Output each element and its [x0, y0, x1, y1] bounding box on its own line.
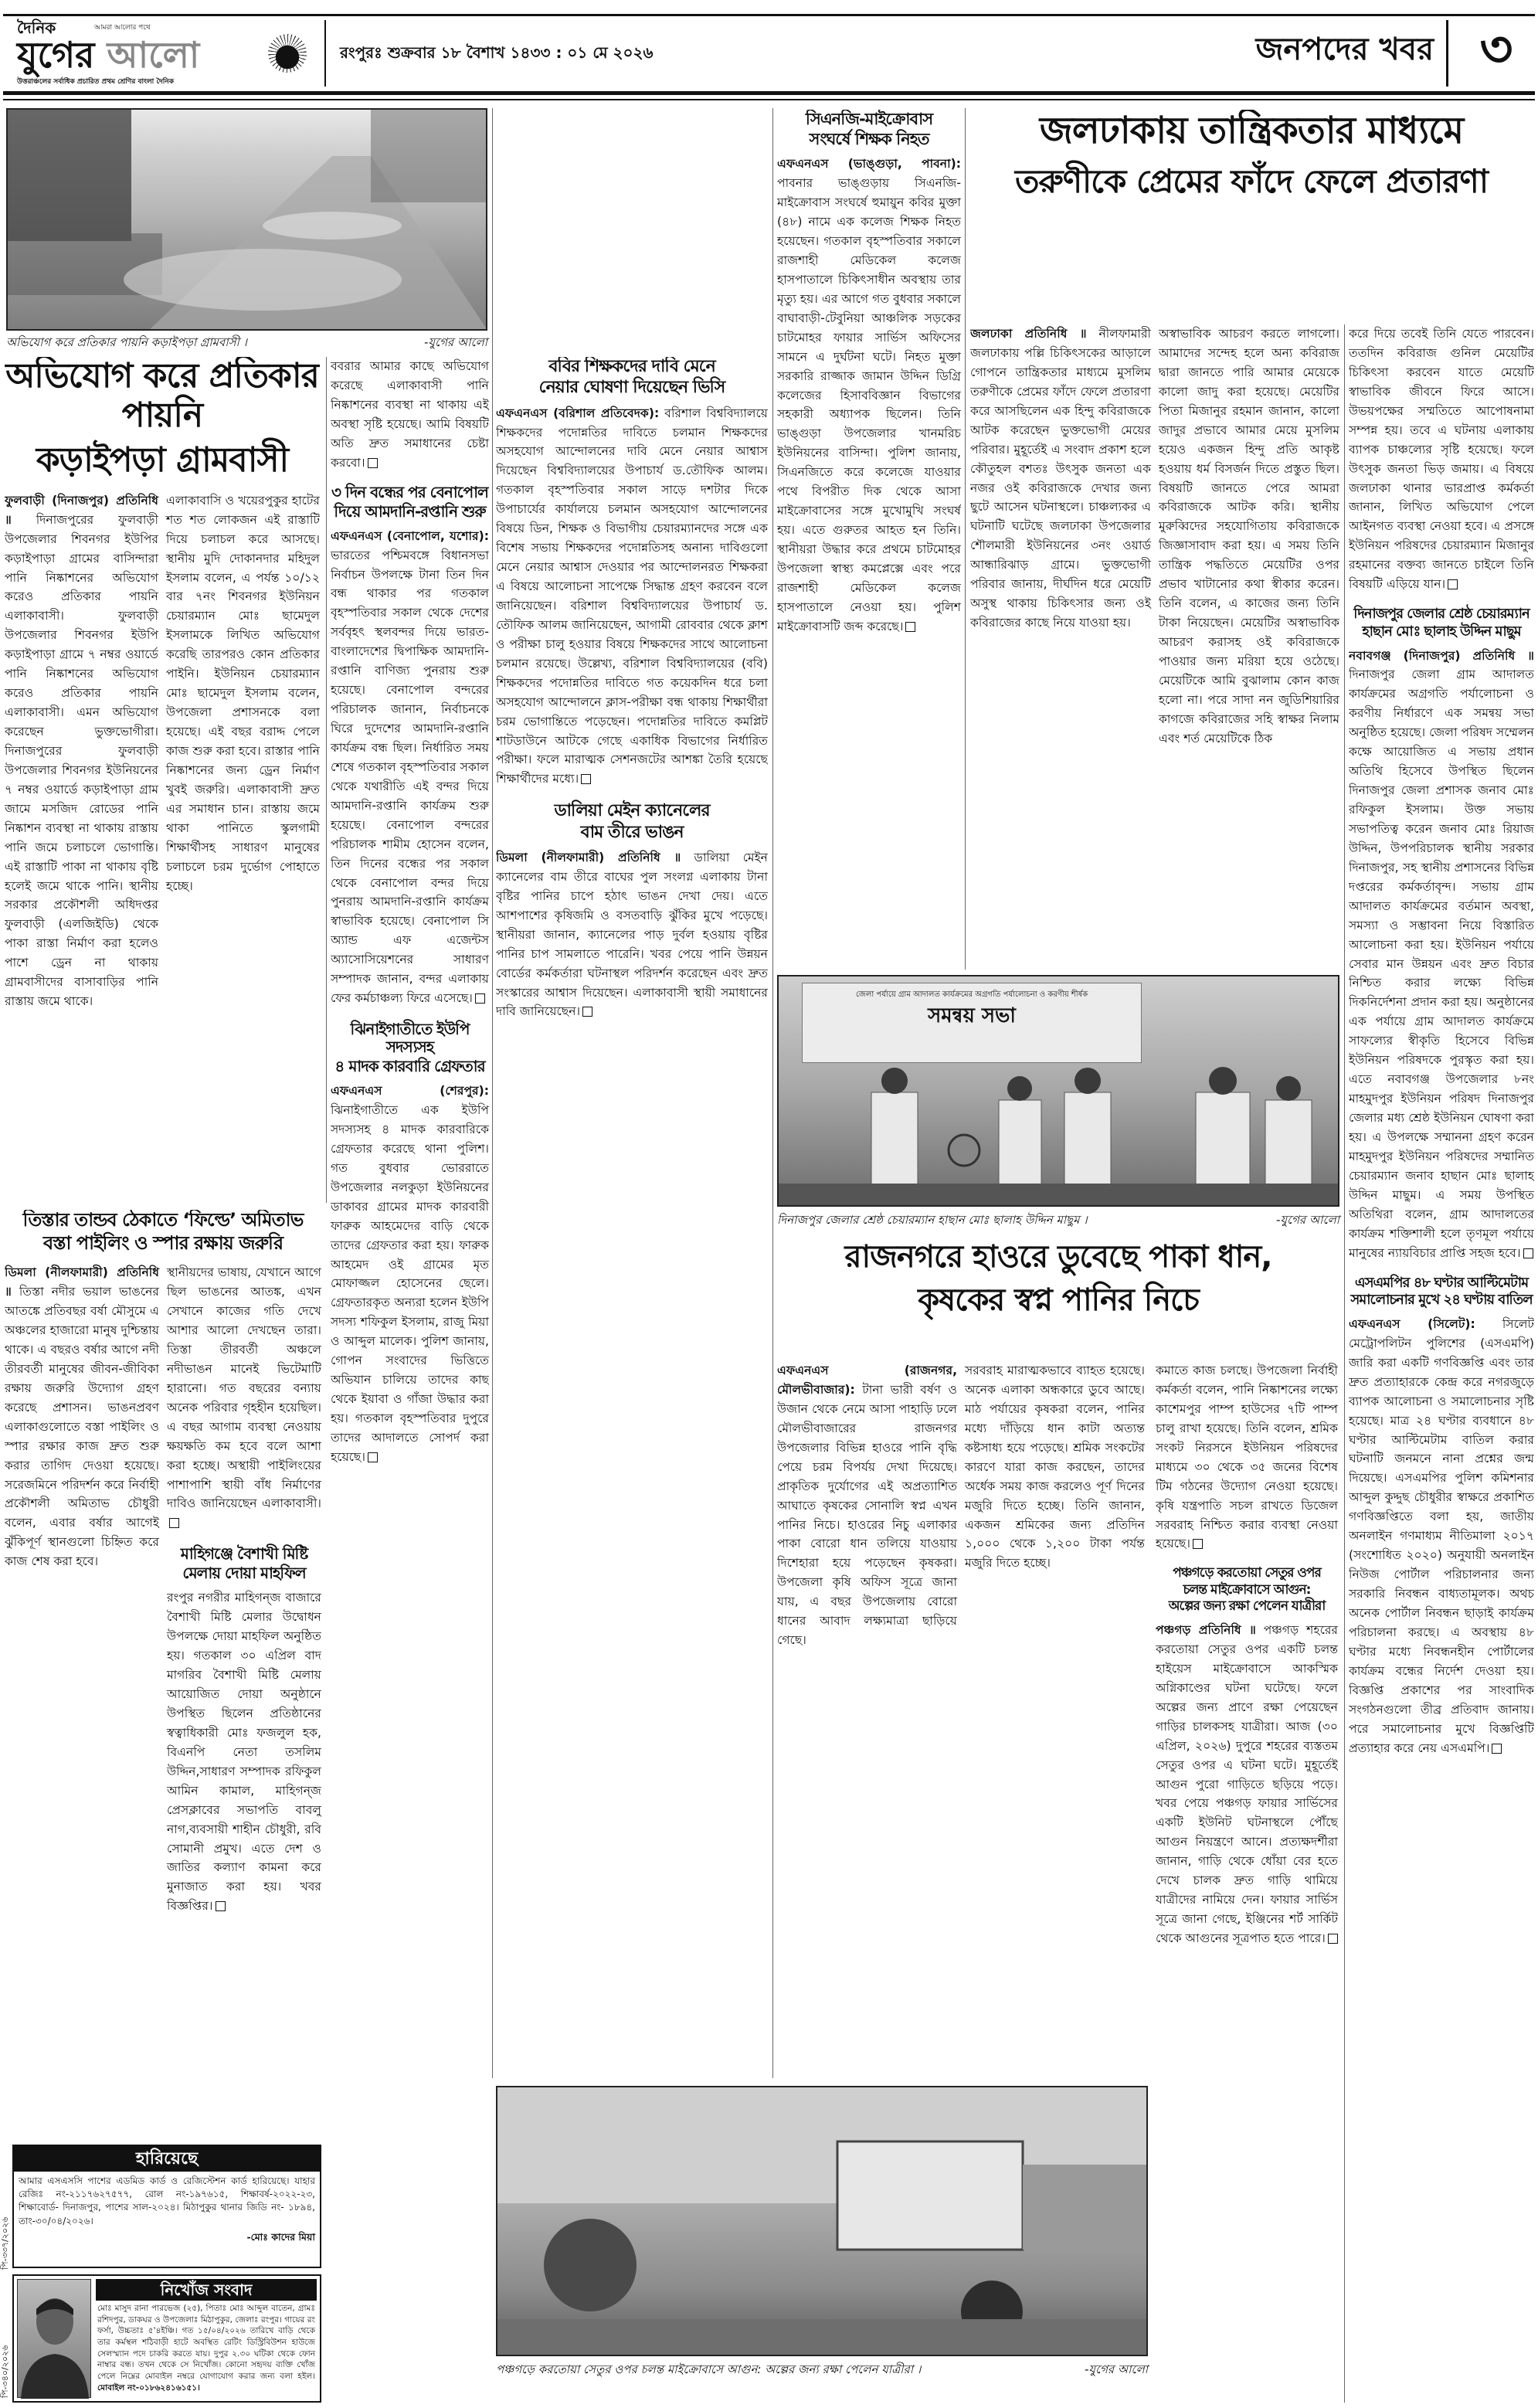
headline-panchagarh-3: অল্পের জন্য রক্ষা পেলেন যাত্রীরা — [1168, 1598, 1326, 1615]
logo-mini-text: আমরা আলোর পথে — [94, 24, 151, 32]
page-number-divider — [1446, 20, 1448, 87]
issue-dateline: রংপুরঃ শুক্রবার ১৮ বৈশাখ ১৪৩৩ : ০১ মে ২০২৬ — [340, 43, 654, 62]
smp-column — [1349, 1315, 1534, 1758]
smp-body: সিলেট মেট্রোপলিটন পুলিশের (এসএমপি) জারি করা একটি গণবিজ্ঞপ্তি এবং তার দ্রুত প্রত্যাহারকে কেন্দ্র করে নগরজুড়ে ব্যাপক আলোচনা ও সমালোচনার সৃষ্টি হয়েছে। মাত্র ২৪ ঘণ্টার ব্যবধানে ৪৮ ঘণ্টার আল্টিমেটাম বাতিল করার ঘটনাটি জনমনে নানা প্রশ্নের জন্ম দিয়েছে। এসএমপির পুলিশ কমিশনার আব্দুল কুদ্দুছ চৌধুরীর স্বাক্ষরে প্রকাশিত গণবিজ্ঞপ্তিতে বলা হয়, জাতীয় অনলাইন গণমাধ্যম নীতিমালা ২০১৭ (সংশোধিত ২০২০) অনুযায়ী অনলাইন নিউজ পোর্টাল পরিচালনার জন্য সরকারি নিবন্ধন বাধ্যতামূলক। অথচ অনেক পোর্টাল নিবন্ধন ছাড়াই কার্যক্রম পরিচালনা করছে। এ অবস্থায় ৪৮ ঘণ্টার মধ্যে নিবন্ধনহীন পোর্টালের কার্যক্রম বন্ধের নির্দেশ দেওয়া হয়। বিজ্ঞপ্তি প্রকাশের পর সাংবাদিক সংগঠনগুলো তীব্র প্রতিবাদ জানায়। পরে সমালোচনার মুখে বিজ্ঞপ্তিটি প্রত্যাহার করে নেয় এসএমপি। — [1349, 1316, 1534, 1755]
headline-mahiganj-2: মেলায় দোয়া মাহফিল — [182, 1564, 306, 1583]
end-mark-icon — [368, 1452, 378, 1462]
panchagarh-caption-line — [496, 2362, 1148, 2378]
logo-tagline: উত্তরাঞ্চলের সর্বাধিক প্রচারিত প্রথম শ্রেণির বাংলা দৈনিক — [17, 78, 175, 86]
cng-body: পাবনার ভাঙ্গুড়ায় সিএনজি- মাইক্রোবাস সংঘর্ষে হুমায়ুন কবির মুক্তা (৪৮) নামে এক কলেজ শিক্ষক নিহত হয়েছেন। গতকাল বৃহস্পতিবার সকালে রাজশাহী মেডিকেল কলেজ হাসপাতালে চিকিৎসাধীন অবস্থায় তার মৃত্যু হয়। এর আগে গত বুধবার সকালে বাঘাবাড়ী-টেবুনিয়া আঞ্চলিক সড়কের চাটমোহর ফায়ার সার্ভিস অফিসের সামনে এ দুর্ঘটনা ঘটে। নিহত মুক্তা সরকারি রাজ্জাক জামান উদ্দিন ডিগ্রি কলেজের হিসাববিজ্ঞান বিভাগের সহকারী অধ্যাপক ছিলেন। তিনি ভাঙ্গুড়া উপজেলার খানমরিচ ইউনিয়নের বাসিন্দা। পুলিশ জানায়, সিএনজিতে করে কলেজে যাওয়ার পথে বিপরীত দিক থেকে আসা মাইক্রোবাসের সঙ্গে মুখোমুখি সংঘর্ষ হয়। এতে গুরুতর আহত হন তিনি। স্থানীয়রা উদ্ধার করে প্রথমে চাটমোহর উপজেলা স্বাস্থ্য কমপ্লেক্সে এবং পরে রাজশাহী মেডিকেল কলেজ হাসপাতালে নেওয়া হয়। পুলিশ মাইক্রোবাসটি জব্দ করেছে। — [777, 176, 961, 633]
jaldhaka-column-1 — [970, 324, 1151, 633]
logo-main-text — [17, 34, 200, 76]
person-silhouette-icon — [18, 2280, 92, 2399]
missing-notice-title: নিখোঁজ সংবাদ — [96, 2279, 317, 2301]
event-banner — [802, 983, 1142, 1063]
dinajpur-photo-credit: -যুগের আলো — [1276, 1213, 1339, 1227]
cng-story — [777, 110, 961, 967]
headline-smp-1: এসএমপির ৪৮ ঘণ্টার আল্টিমেটাম — [1354, 1274, 1529, 1291]
mahiganj-column — [167, 1588, 321, 1916]
headline-jaldhaka-2: তরুণীকে প্রেমের ফাঁদে ফেলে প্রতারণা — [1014, 162, 1489, 201]
jaldhaka-body-3: করে দিয়ে তবেই তিনি যেতে পারবেন। ততদিন কবিরাজ গুনিল মেয়েটির চিকিৎসা করবেন যাতে মেয়েটি স্বাভাবিক জীবনে ফিরে আসে। উভয়পক্ষের সম্মতিতে আপোষনামা সম্পন্ন হয়। তবে এ ঘটনায় এলাকায় ব্যাপক চাঞ্চল্যের সৃষ্টি হয়েছে। ফলে উৎসুক জনতা ভিড় জমায়। এ বিষয়ে জলঢাকা থানার ভারপ্রাপ্ত কর্মকর্তা জানান, লিখিত অভিযোগ পেলে আইনগত ব্যবস্থা নেওয়া হবে। এ প্রসঙ্গে ইউনিয়ন পরিষদের চেয়ারম্যান মিজানুর রহমানের বক্তব্য জানতে চাইলে তিনি বিষয়টি এড়িয়ে যান। — [1349, 327, 1534, 592]
lost-notice-ad — [12, 2145, 321, 2268]
karaipara-columns — [5, 491, 320, 1011]
end-mark-icon — [475, 993, 485, 1004]
ad-code-missing: পি-৩৪০/২০২৬ — [0, 2345, 10, 2398]
end-mark-icon — [1523, 1248, 1533, 1258]
karaipara-story — [5, 357, 320, 1199]
karaipara-body-1: দিনাজপুরের ফুলবাড়ী উপজেলার শিবনগর ইউপির কড়াইপাড়া গ্রামের বাসিন্দারা পানি নিষ্কাশনের অভিযোগ করেও প্রতিকার পায়নি এলাকাবাসী। ফুলবাড়ী উপজেলার শিবনগর ইউপি কড়াইপাড়া গ্রামে ৭ নম্বর ওয়ার্ডে পানি নিষ্কাশনের অভিযোগ করেও প্রতিকার পায়নি এলাকাবাসী। এমন অভিযোগ করেছেন ভুক্তভোগীরা। দিনাজপুরের ফুলবাড়ী উপজেলার শিবনগর ইউনিয়নের ৭ নম্বর ওয়ার্ডে কড়াইপাড়া গ্রাম জামে মসজিদ রোডের পানি নিষ্কাশন ব্যবস্থা না থাকায় রাস্তায় পানি জমে চলাচলে ভোগান্তি। এই রাস্তাটি পাকা না থাকায় বৃষ্টি হলেই জমে থাকে পানি। স্থানীয় সরকার প্রকৌশলী অধিদপ্তর ফুলবাড়ী (এলজিইডি) থেকে পাকা রাস্তা নির্মাণ করা হলেও পাশে ড্রেন না থাকায় গ্রামবাসীদের বাসাবাড়ির পানি রাস্তায় জমে থাকে। — [5, 512, 158, 1009]
ad-code-lost: পি-৩৩৭/২০২৬ — [0, 2216, 10, 2270]
dalia-column — [496, 848, 768, 1021]
event-banner-title: সমন্বয় সভা — [928, 1004, 1016, 1027]
teesta-body-1: তিস্তা নদীর ভয়াল ভাঙনের আতঙ্কে প্রতিবছর বর্ষা মৌসুমে এ অঞ্চলের হাজারো মানুষ দুশ্চিন্তায় থাকে। এ বছরও বর্ষার আগে নদী তীরবর্তী মানুষের জীবন-জীবিকা রক্ষায় জরুরি উদ্যোগ গ্রহণ করেছে প্রশাসন। ভাঙনপ্রবণ এলাকাগুলোতে বস্তা পাইলিং ও স্পার রক্ষার কাজ দ্রুত শুরু করার তাগিদ দেওয়া হয়েছে। সরেজমিনে পরিদর্শন করে নির্বাহী প্রকৌশলী অমিতাভ চৌধুরী বলেন, এবার বর্ষার আগেই ঝুঁকিপূর্ণ স্থানগুলো চিহ্নিত করে কাজ শেষ করা হবে। — [5, 1285, 159, 1569]
bridge-scene-illustration — [497, 2087, 1148, 2356]
dinajpur-body: দিনাজপুর জেলা গ্রাম আদালত কার্যক্রমের অগ্রগতি পর্যালোচনা ও করণীয় নির্ধারণে এক সমন্বয় সভা অনুষ্ঠিত হয়েছে। জেলা পরিষদ সম্মেলন কক্ষে আয়োজিত এ সভায় প্রধান অতিথি হিসেবে উপস্থিত ছিলেন দিনাজপুর জেলা প্রশাসক জনাব মোঃ রফিকুল ইসলাম। উক্ত সভায় সভাপতিত্ব করেন জনাব মোঃ রিয়াজ উদ্দিন, উপপরিচালক স্থানীয় সরকার দিনাজপুর, সহ স্থানীয় প্রশাসনের বিভিন্ন দপ্তরের কর্মকর্তাবৃন্দ। সভায় গ্রাম আদালত কার্যক্রমের বর্তমান অবস্থা, সমস্যা ও সম্ভাবনা নিয়ে বিস্তারিত আলোচনা করা হয়। ইউনিয়ন পর্যায়ে সেবার মান উন্নয়ন এবং দ্রুত বিচার নিশ্চিত করার লক্ষ্যে বিভিন্ন দিকনির্দেশনা প্রদান করা হয়। অনুষ্ঠানের এক পর্যায়ে গ্রাম আদালত কার্যক্রমে সাফল্যের স্বীকৃতি হিসেবে বিভিন্ন ইউনিয়ন পরিষদকে পুরস্কৃত করা হয়। এতে নবাবগঞ্জ উপজেলার ৮নং মাহমুদপুর ইউনিয়ন পরিষদ দিনাজপুর জেলার মধ্য শ্রেষ্ঠ ইউনিয়ন ঘোষণা করা হয়। এ উপলক্ষে সম্মাননা গ্রহণ করেন মাহমুদপুর ইউনিয়ন পরিষদের সম্মানিত চেয়ারম্যান জনাব হাছান মোঃ ছালাহ উদ্দিন মাছুম। এ সময় উপস্থিত অতিথিরা বলেন, গ্রাম আদালতের কার্যক্রম শক্তিশালী হলে তৃণমূল পর্যায়ে মানুষের ন্যায়বিচার প্রাপ্তি সহজ হবে। — [1349, 667, 1534, 1260]
jhenaigati-dateline: এফএনএস (শেরপুর): — [331, 1084, 489, 1099]
jaldhaka-dateline: জলঢাকা প্রতিনিধি ॥ — [970, 327, 1087, 341]
newspaper-logo — [9, 19, 318, 90]
microbus-fire-photo — [496, 2086, 1148, 2356]
headline-dalia-2: বাম তীরে ভাঙন — [580, 822, 684, 842]
lost-notice-body: আমার এসএসসি পাশের এডমিড কার্ড ও রেজিস্টেশন কার্ড হারিয়েছে। যাহার রেজিঃ নং-২১১৭৬২৭৫৭৭, রোল নং-১৯৭৬১৫, শিক্ষাবর্ষ-২০২২-২৩, শিক্ষাবোর্ড- দিনাজপুর, পাশের সাল-২০২৪। মিঠাপুকুর থানার জিডি নং- ১৮৯৪, তাং-৩০/০৪/২০২৬। — [19, 2175, 315, 2226]
rajnagar-headline-block — [776, 1239, 1341, 1355]
end-mark-icon — [1448, 579, 1458, 589]
headline-karaipara-2: কড়াইপড়া গ্রামবাসী — [36, 440, 289, 481]
column-divider — [1344, 324, 1345, 2403]
panchagarh-photo-caption: পঞ্চগড়ে করতোয়া সেতুর ওপর চলন্ত মাইক্রোবাসে আগুন: অল্পের জন্য রক্ষা পেলেন যাত্রীরা । — [496, 2362, 922, 2376]
jhenaigati-column — [331, 1082, 489, 1467]
teesta-story — [5, 1210, 321, 2137]
road-photo-illustration — [8, 110, 487, 331]
event-banner-subtitle: জেলা পর্যায়ে গ্রাম আদালত কার্যক্রমের অগ্রগতি পর্যালোচনা ও করণীয় শীর্ষক — [855, 990, 1088, 999]
headline-benapole-2: দিয়ে আমদানি-রপ্তানি শুরু — [334, 501, 486, 521]
dalia-body: ডালিয়া মেইন ক্যানেলের বাম তীরে বাঘের পুল সংলগ্ন এলাকায় টানা বৃষ্টির পানির চাপে হঠাৎ ভাঙন দেখা দেয়। এতে আশপাশের কৃষিজমি ও বসতবাড়ি ঝুঁকির মুখে পড়েছে। স্থানীয়রা জানান, ক্যানেলের পাড় দুর্বল হওয়ায় বৃষ্টির পানির চাপ সামলাতে পারেনি। খবর পেয়ে পানি উন্নয়ন বোর্ডের কর্মকর্তারা ঘটনাস্থল পরিদর্শন করেছেন এবং দ্রুত সংস্কারের আশ্বাস দিয়েছেন। এলাকাবাসী স্থায়ী সমাধানের দাবি জানিয়েছেন। — [496, 850, 768, 1019]
top-rule — [3, 14, 1535, 16]
dinajpur-dateline: নবাবগঞ্জ (দিনাজপুর) প্রতিনিধি ॥ — [1349, 648, 1534, 663]
bobi-column — [496, 404, 768, 790]
headline-dalia-1: ডালিয়া মেইন ক্যানেলের — [554, 801, 710, 821]
bobi-dateline: এফএনএস (বরিশাল প্রতিবেদক): — [496, 406, 660, 420]
logo-main-light: আলো — [107, 34, 200, 76]
rajnagar-body-block — [777, 1361, 1145, 2080]
end-mark-icon — [581, 774, 591, 784]
page-number: ৩ — [1479, 19, 1513, 79]
right-column-stack — [1349, 324, 1534, 2404]
rajnagar-body-2: সরবরাহ মারাত্মকভাবে ব্যাহত হয়েছে। অনেক এলাকা অন্ধকারে ডুবে আছে। মাঠ পর্যায়ের কৃষকরা বলেন, পানির মধ্যে দাঁড়িয়ে ধান কাটা অত্যন্ত কষ্টসাধ্য হয়ে পড়েছে। শ্রমিক সংকটের কারণে যারা কাজ করছেন, তাদের অর্ধেক সময় কাজ করলেও পূর্ণ দিনের মজুরি দিতে হচ্ছে। তিনি জানান, একজন শ্রমিকের জন্য প্রতিদিন ১,০০০ থেকে ১,২০০ টাকা পর্যন্ত মজুরি দিতে হচ্ছে। — [965, 1364, 1145, 1571]
missing-notice-ad — [12, 2274, 321, 2403]
column-divider — [772, 108, 773, 2078]
end-mark-icon — [1193, 1539, 1203, 1549]
headline-bobi-2: নেয়ার ঘোষণা দিয়েছেন ভিসি — [538, 378, 725, 398]
teesta-column-2 — [167, 1263, 321, 1533]
benapole-dateline: এফএনএস (বেনাপোল, যশোর): — [331, 528, 489, 543]
section-title: জনপদের খবর — [1255, 31, 1434, 67]
rajnagar-panchagarh-stack — [1156, 1361, 1338, 2080]
jaldhaka-body-2: অস্বাভাবিক আচরণ করতে লাগলো। আমাদের সন্দেহ হলে অন্য কবিরাজ দ্বারা জানতে পারি আমার মেয়েকে কালো জাদু করা হয়েছে। মেয়েটির পিতা মিজানুর রহমান জানান, কালো জাদুর প্রভাবে আমার মেয়ে মুসলিম হয়েও একজন হিন্দু প্রতি আকৃষ্ট হওয়ায় ধর্ম বিসর্জন দিতে প্রস্তুত ছিল। বিষয়টি জানতে পেরে আমরা কবিরাজকে আটক করি। স্থানীয় মুরুব্বিদের সহযোগিতায় কবিরাজকে জিজ্ঞাসাবাদ করা হয়। এ সময় তিনি তান্ত্রিক পদ্ধতিতে মেয়েটির ওপর প্রভাব খাটানোর কথা স্বীকার করেন। তিনি বলেন, এ কাজের জন্য তিনি টাকা নিয়েছেন। মেয়েটির অস্বাভাবিক আচরণ করাসহ ওই কবিরাজকে পাওয়ার জন্য মরিয়া হয়ে ওঠেছে। মেয়েটিকে আমি বুঝালাম কোন কাজ হলো না। পরে সাদা নন জুডিশিয়ারির কাগজে কবিরাজের সহি স্বাক্ষর নিলাম এবং শর্ত মেয়েটিকে ঠিক — [1159, 327, 1339, 745]
jaldhaka-column-2 — [1159, 324, 1339, 749]
headline-mahiganj-1: মাহিগঞ্জে বৈশাখী মিষ্টি — [180, 1544, 308, 1564]
cng-column — [777, 155, 961, 636]
rajnagar-dateline: এফএনএস (রাজনগর, মৌলভীবাজার): — [777, 1364, 957, 1397]
karaipara-column-3 — [331, 357, 489, 473]
end-mark-icon — [216, 1901, 226, 1911]
rajnagar-column-2 — [965, 1361, 1145, 1573]
end-mark-icon — [169, 1518, 179, 1528]
panchagarh-body: পঞ্চগড় শহরের করতোয়া সেতুর ওপর একটি চলন্ত হাইয়েস মাইক্রোবাসে আকস্মিক অগ্নিকাণ্ডের ঘটনা ঘটেছে। ফলে অল্পের জন্য প্রাণে রক্ষা পেয়েছেন গাড়ির চালকসহ যাত্রীরা। আজ (৩০ এপ্রিল, ২০২৬) দুপুরে শহরের ব্যস্ততম সেতুর ওপর এ ঘটনা ঘটে। মুহূর্তেই আগুন পুরো গাড়িতে ছড়িয়ে পড়ে। খবর পেয়ে পঞ্চগড় ফায়ার সার্ভিসের একটি ইউনিট ঘটনাস্থলে পৌঁছে আগুন নিয়ন্ত্রণে আনে। প্রত্যক্ষদর্শীরা জানান, গাড়ি থেকে ধোঁয়া বের হতে দেখে চালক দ্রুত গাড়ি থামিয়ে যাত্রীদের নামিয়ে দেন। ফায়ার সার্ভিস সূত্রে জানা গেছে, ইঞ্জিনের শর্ট সার্কিট থেকে আগুনের সূত্রপাত হতে পারে। — [1156, 1623, 1338, 1946]
missing-person-photo — [17, 2279, 91, 2398]
headline-jaldhaka-1: জলঢাকায় তান্ত্রিকতার মাধ্যমে — [1039, 110, 1464, 152]
headline-bobi-1: ববির শিক্ষকদের দাবি মেনে — [548, 357, 715, 376]
missing-notice-content — [96, 2279, 317, 2398]
teesta-columns — [5, 1263, 321, 1916]
missing-notice-text: মোঃ মাসুদ রানা পারভেজ (২৫), পিতাঃ মোঃ আব্দুল বাতেন, গ্রামঃ রশিদপুর, ডাকঘর ও উপজেলাঃ মিঠাপুকুর, জেলাঃ রংপুর। গায়ের রং ফর্সা, উচ্চতাঃ ৫'৪ইঞ্চি। গত ১৫/০৪/২০২৬ তারিখে বাড়ি থেকে তার কর্মস্থল শঠিবাড়ী হাটে অবস্থিত রেটিং ডিস্ট্রিবিউশন হাউজে সেলস্ম্যান পদে চাকরি করতে যায়। দুপুর ২.৩০ ঘটিকা থেকে ফোন নাম্বার বন্ধ। তখন থেকে সে নিখোঁজ। কোনো সহৃদয় ব্যক্তি খোঁজ পেলে নিম্নের মোবাইল নম্বরে যোগাযোগ করার জন্য বলা হইল। — [97, 2304, 315, 2382]
masthead-bottom-rule — [3, 91, 1535, 95]
photo-credit: -যুগের আলো — [424, 335, 487, 349]
panchagarh-dateline: পঞ্চগড় প্রতিনিধি ॥ — [1156, 1623, 1256, 1638]
panchagarh-column — [1156, 1621, 1338, 1948]
headline-teesta-2: বস্তা পাইলিং ও স্পার রক্ষায় জরুরি — [42, 1231, 283, 1254]
rajnagar-columns — [777, 1361, 1145, 1650]
logo-main-dark: যুগের — [17, 34, 95, 76]
rajnagar-column-1 — [777, 1361, 957, 1650]
cng-dateline: এফএনএস (ভাঙ্গুড়া, পাবনা): — [777, 157, 961, 172]
headline-jhenaigati-2: ৪ মাদক কারবারি গ্রেফতার — [334, 1057, 485, 1076]
masthead-divider — [324, 20, 326, 87]
headline-panchagarh-1: পঞ্চগড়ে করতোয়া সেতুর ওপর — [1173, 1565, 1321, 1581]
end-mark-icon — [1328, 1934, 1338, 1944]
jaldhaka-body-1: নীলফামারী জলঢাকায় পল্লি চিকিৎসকের আড়ালে গোপনে তান্ত্রিকতার মাধ্যমে মুসলিম তরুণীকে প্রেমের ফাঁদে ফেলে প্রতারণা করে আসছিলেন এক হিন্দু কবিরাজকে আটক করেছেন ভুক্তভোগী মেয়ের পরিবার। মুহূর্তেই এ সংবাদ প্রকাশ হলে কৌতুহল বশতঃ উৎসুক জনতা এক নজর ওই কবিরাজকে দেখার জন্য ছুটে আসেন ঘটনাস্থলে। চাঞ্চল্যকর এ ঘটনাটি ঘটেছে জলঢাকা উপজেলার শৌলমারী ইউনিয়নের ৩নং ওয়ার্ড আন্ধারিঝাড় গ্রামে। ভুক্তভোগী পরিবার জানায়, দীর্ঘদিন ধরে মেয়েটি অসুস্থ থাকায় চিকিৎসার জন্য ওই কবিরাজের কাছে নিয়ে যাওয়া হয়। — [970, 327, 1151, 630]
end-mark-icon — [368, 458, 378, 468]
headline-rajnagar-2: কৃষকের স্বপ্ন পানির নিচে — [918, 1282, 1199, 1318]
dinajpur-photo-caption: দিনাজপুর জেলার শ্রেষ্ঠ চেয়ারম্যান হাছান মোঃ ছালাহ উদ্দিন মাছুম । — [777, 1213, 1088, 1227]
mahiganj-body: রংপুর নগরীর মাহিগন্জ বাজারে বৈশাখী মিষ্টি মেলার উদ্বোধন উপলক্ষে দোয়া মাহফিল অনুষ্ঠিত হয়। গতকাল ৩০ এপ্রিল বাদ মাগরিব বৈশাখী মিষ্টি মেলায় আয়োজিত দোয়া অনুষ্ঠানে উপস্থিত ছিলেন প্রতিষ্ঠানের স্বত্বাধিকারী মোঃ ফজলুল হক, বিএনপি নেতা তসলিম উদ্দিন,সাধারণ সম্পাদক রফিকুল আমিন কামাল, মাহিগন্জ প্রেসক্লাবের সভাপতি বাবলু নাগ,ব্যবসায়ী শাহীন চৌধুরী, রবি সোমানী প্রমুখ। এতে দেশ ও জাতির কল্যাণ কামনা করে মুনাজাত করা হয়। খবর বিজ্ঞপ্তির। — [167, 1591, 321, 1914]
karaipara-body-3: ববরার আমার কাছে অভিযোগ করেছে এলাকাবাসী পানি নিষ্কাশনের ব্যবস্থা না থাকায় এই অবস্থা সৃষ্টি হয়েছে। আমি বিষয়টি অতি দ্রুত সমাধানের চেষ্টা করবো। — [331, 359, 489, 470]
missing-notice-mobile: মোবাইল নং-০১৮৬২৪১৬১৫১। — [97, 2383, 200, 2393]
panchagarh-photo-credit: -যুগের আলো — [1085, 2362, 1148, 2376]
road-waterlogging-photo — [6, 108, 487, 331]
headline-rajnagar-1: রাজনগরে হাওরে ডুবেছে পাকা ধান, — [844, 1239, 1272, 1275]
teesta-column-2-stack — [167, 1263, 321, 1916]
center-column-stack — [496, 357, 768, 2080]
column-divider — [492, 108, 493, 2078]
jaldhaka-column-3 — [1349, 324, 1534, 594]
jaldhaka-headline-block — [969, 110, 1534, 318]
bobi-body: বরিশাল বিশ্ববিদ্যালয়ে শিক্ষকদের পদোন্নতির দাবিতে চলমান শিক্ষকদের অসহযোগ আন্দোলনের দাবি মেনে নেয়ার আশ্বাস দিয়েছেন বিশ্ববিদ্যালয়ের উপাচার্য ড.তৌফিক আলম। গতকাল বৃহস্পতিবার সকাল সাড়ে দশটার দিকে উপাচার্যের কার্যালয়ে চলমান অসহযোগ আন্দোলনের বিষয়ে ডিন, শিক্ষক ও বিভাগীয় চেয়ারম্যানদের সঙ্গে এক বিশেষ সভায় শিক্ষকদের পদোন্নতিসহ অনান্য দাবিগুলো মেনে নেয়ার আশ্বাস দেওয়ার পর আন্দোলনরত শিক্ষকরা এ বিষয়ে আলোচনা সাপেক্ষে সিদ্ধান্ত গ্রহণ করবেন বলে জানিয়েছেন। বরিশাল বিশ্ববিদ্যালয়ের উপাচার্য ড. তৌফিক আলম জানিয়েছেন, আগামী রোববার থেকে ক্লাশ ও পরীক্ষা চালু হওয়ার বিষয়ে শিক্ষকদের সাথে আলোচনা চলমান রয়েছে। উল্লেখ্য, বরিশাল বিশ্ববিদ্যালয়ের (ববি) শিক্ষকদের পদোন্নতির দাবিতে গত কয়েকদিন ধরে চলা অসহযোগ আন্দোলনে ক্লাস-পরীক্ষা বন্ধ থাকায় শিক্ষার্থীরা চরম ভোগান্তিতে পড়েছেন। পদোন্নতির দাবিতে কমপ্লিট শাটডাউনে আটকে গেছে একাধিক বিভাগের নির্ধারিত পরীক্ষা। ফলে মারাত্মক সেশনজটের আশঙ্কা তৈরি হয়েছে শিক্ষার্থীদের মধ্যে। — [496, 406, 768, 786]
headline-dinajpur-1: দিনাজপুর জেলার শ্রেষ্ঠ চেয়ারম্যান — [1353, 606, 1530, 623]
jaldhaka-columns — [970, 324, 1339, 749]
karaipara-caption-line — [6, 335, 487, 351]
column-divider — [326, 357, 327, 1203]
award-ceremony-photo — [777, 975, 1339, 1207]
dalia-dateline: ডিমলা (নীলফামারী) প্রতিনিধি ॥ — [496, 850, 681, 864]
masthead-bottom-rule-thin — [3, 99, 1535, 100]
dinajpur-column — [1349, 647, 1534, 1263]
teesta-column-1 — [5, 1263, 159, 1571]
end-mark-icon — [1492, 1744, 1502, 1754]
left-col3-stack — [331, 357, 489, 2404]
headline-karaipara-1: অভিযোগ করে প্রতিকার পায়নি — [5, 357, 319, 435]
karaipara-column-2 — [166, 491, 320, 896]
lost-notice-signature: -মোঃ কাদের মিয়া — [246, 2231, 315, 2243]
rajnagar-body-1: টানা ভারী বর্ষণ ও উজান থেকে নেমে আসা পাহাড়ি ঢলে মৌলভীবাজারের রাজনগর উপজেলার বিভিন্ন হাওরে পানি বৃদ্ধি পেয়ে চরম বিপর্যয় দেখা দিয়েছে। প্রাকৃতিক দুর্যোগের এই অপ্রত্যাশিত আঘাতে কৃষকের সোনালি স্বপ্ন এখন পানির নিচে। হাওরের নিচু এলাকার পাকা বোরো ধান তলিয়ে যাওয়ায় দিশেহারা হয়ে পড়েছেন কৃষকরা। উপজেলা কৃষি অফিস সূত্রে জানা যায়, এ বছর উপজেলায় বোরো ধানের আবাদ লক্ষ্যমাত্রা ছাড়িয়ে গেছে। — [777, 1382, 957, 1648]
headline-dinajpur-2: হাছান মোঃ ছালাহ উদ্দিন মাছুম — [1362, 623, 1521, 640]
rajnagar-body-3: কমাতে কাজ চলছে। উপজেলা নির্বাহী কর্মকর্তা বলেন, পানি নিষ্কাশনের লক্ষ্যে কাশেমপুর পাম্প হাউসের ৭টি পাম্প চালু রাখা হয়েছে। তিনি বলেন, শ্রমিক সংকট নিরসনে ইউনিয়ন পরিষদের মাধ্যমে ৩০ থেকে ৩৫ জনের বিশেষ টিম গঠনের উদ্যোগ নেওয়া হয়েছে। কৃষি যন্ত্রপাতি সচল রাখতে ডিজেল সরবরাহ নিশ্চিত করার ব্যবস্থা নেওয়া হয়েছে। — [1156, 1364, 1338, 1551]
column-divider — [965, 108, 966, 970]
headline-panchagarh-2: চলন্ত মাইক্রোবাসে আগুন: — [1183, 1581, 1311, 1598]
karaipara-body-2: এলাকাবাসি ও খয়েরপুকুর হাটের শত শত লোকজন এই রাস্তাটি দিয়ে চলাচল করে আসছে। স্থানীয় মুদি দোকানদার মহিদুল ইসলাম বলেন, এ পর্যন্ত ১০/১২ বার ৭নং শিবনগর ইউনিয়ন চেয়ারম্যান মোঃ ছামেদুল ইসলামকে লিখিত অভিযোগ করেছি তারপরও কোন প্রতিকার পাইনি। ইউনিয়ন চেয়ারম্যান মোঃ ছামেদুল ইসলাম বলেন, উপজেলা প্রশাসনকে বলা হয়েছে। এই বছর বরাদ্দ পেলে কাজ শুরু করা হবে। রাস্তার পানি নিষ্কাশনের জন্য ড্রেন নির্মাণ খুবই জরুরি। এলাকাবাসী দ্রুত এর সমাধান চান। রাস্তায় জমে থাকা পানিতে স্কুলগামী শিক্ষার্থীসহ সাধারণ মানুষের চলাচলে চরম দুর্ভোগ পোহাতে হচ্ছে। — [166, 493, 320, 893]
headline-cng-2: সংঘর্ষে শিক্ষক নিহত — [809, 130, 929, 149]
smp-dateline: এফএনএস (সিলেট): — [1349, 1316, 1475, 1331]
photo-caption: অভিযোগ করে প্রতিকার পায়নি কড়াইপড়া গ্রামবাসী । — [6, 335, 247, 349]
teesta-body-2: স্থানীয়দের ভাষায়, যেখানে আগে ছিল ভাঙনের আতঙ্ক, এখন সেখানে কাজের গতি দেখে আশার আলো দেখছেন তারা। তিস্তা তীরবর্তী অঞ্চলে নদীভাঙন মানেই ভিটেমাটি হারানো। গত বছরের বন্যায় অনেক পরিবার গৃহহীন হয়েছিল। এ বছর আগাম ব্যবস্থা নেওয়ায় ক্ষয়ক্ষতি কম হবে বলে আশা করা হচ্ছে। অস্থায়ী পাইলিংয়ের পাশাপাশি স্থায়ী বাঁধ নির্মাণের দাবিও জানিয়েছেন এলাকাবাসী। — [167, 1265, 321, 1511]
sun-icon — [268, 34, 307, 73]
end-mark-icon — [905, 622, 915, 632]
headline-smp-2: সমালোচনার মুখে ২৪ ঘণ্টায় বাতিল — [1350, 1292, 1533, 1309]
end-mark-icon — [582, 1007, 592, 1017]
lost-notice-title: হারিয়েছে — [14, 2146, 320, 2172]
teesta-dateline: ডিমলা (নীলফামারী) প্রতিনিধি ॥ — [5, 1265, 159, 1299]
benapole-body: ভারতের পশ্চিমবঙ্গে বিধানসভা নির্বাচন উপলক্ষে টানা তিন দিন বন্ধ থাকার পর গতকাল বৃহস্পতিবার সকাল থেকে দেশের সর্ববৃহৎ স্থলবন্দর দিয়ে ভারত-বাংলাদেশের দ্বিপাক্ষিক আমদানি-রপ্তানি বাণিজ্য পুনরায় শুরু হয়েছে। বেনাপোল বন্দরের পরিচালক জানান, নির্বাচনকে ঘিরে দুদেশের আমদানি-রপ্তানি কার্যক্রম বন্ধ ছিল। নির্ধারিত সময় শেষে গতকাল বৃহস্পতিবার সকাল থেকে যথারীতি এই বন্দর দিয়ে আমদানি-রপ্তানি কার্যক্রম শুরু হয়েছে। বেনাপোল বন্দরের পরিচালক শামীম হোসেন বলেন, তিন দিনের বন্ধের পর সকাল থেকে বেনাপোল বন্দর দিয়ে পুনরায় আমদানি-রপ্তানি কার্যক্রম স্বাভাবিক হয়েছে। বেনাপোল সি অ্যান্ড এফ এজেন্টস অ্যাসোসিয়েশনের সাধারণ সম্পাদক জানান, বন্দর এলাকায় ফের কর্মচাঞ্চল্য ফিরে এসেছে। — [331, 548, 489, 1006]
headline-jhenaigati-1: ঝিনাইগাতীতে ইউপি সদস্যসহ — [350, 1020, 470, 1057]
logo-small-text: দৈনিক — [17, 19, 56, 37]
rajnagar-column-3 — [1156, 1361, 1338, 1554]
dinajpur-caption-line — [777, 1213, 1339, 1228]
karaipara-column-1 — [5, 491, 158, 1011]
jaldhaka-body-block — [970, 324, 1339, 967]
headline-cng-1: সিএনজি-মাইক্রোবাস — [805, 110, 933, 128]
missing-notice-body — [96, 2301, 317, 2396]
karaipara-dateline: ফুলবাড়ী (দিনাজপুর) প্রতিনিধি ॥ — [5, 493, 158, 527]
headline-teesta-1: তিস্তার তান্ডব ঠেকাতে ‘ফিল্ডে’ অমিতাভ — [22, 1210, 304, 1231]
headline-benapole-1: ৩ দিন বন্ধের পর বেনাপোল — [331, 482, 488, 501]
benapole-column — [331, 527, 489, 1008]
jhenaigati-body: ঝিনাইগাতীতে এক ইউপি সদস্যসহ ৪ মাদক কারবারিকে গ্রেফতার করেছে থানা পুলিশ। গত বুধবার ভোররাতে উপজেলার নলকুড়া ইউনিয়নের ডাকাবর গ্রামের মাদক কারবারী ফারুক আহমেদের বাড়ি থেকে তাদের গ্রেফতার করা হয়। ফারুক আহমেদ ওই গ্রামের মৃত মোফাজ্জল হোসেনের ছেলে। গ্রেফতারকৃত অন্যরা হলেন ইউপি সদস্য শফিকুল ইসলাম, রাজু মিয়া ও আব্দুল মালেক। পুলিশ জানায়, গোপন সংবাদের ভিত্তিতে অভিযান চালিয়ে তাদের কাছ থেকে ইয়াবা ও গাঁজা উদ্ধার করা হয়। গতকাল বৃহস্পতিবার দুপুরে তাদের আদালতে সোপর্দ করা হয়েছে। — [331, 1103, 489, 1464]
